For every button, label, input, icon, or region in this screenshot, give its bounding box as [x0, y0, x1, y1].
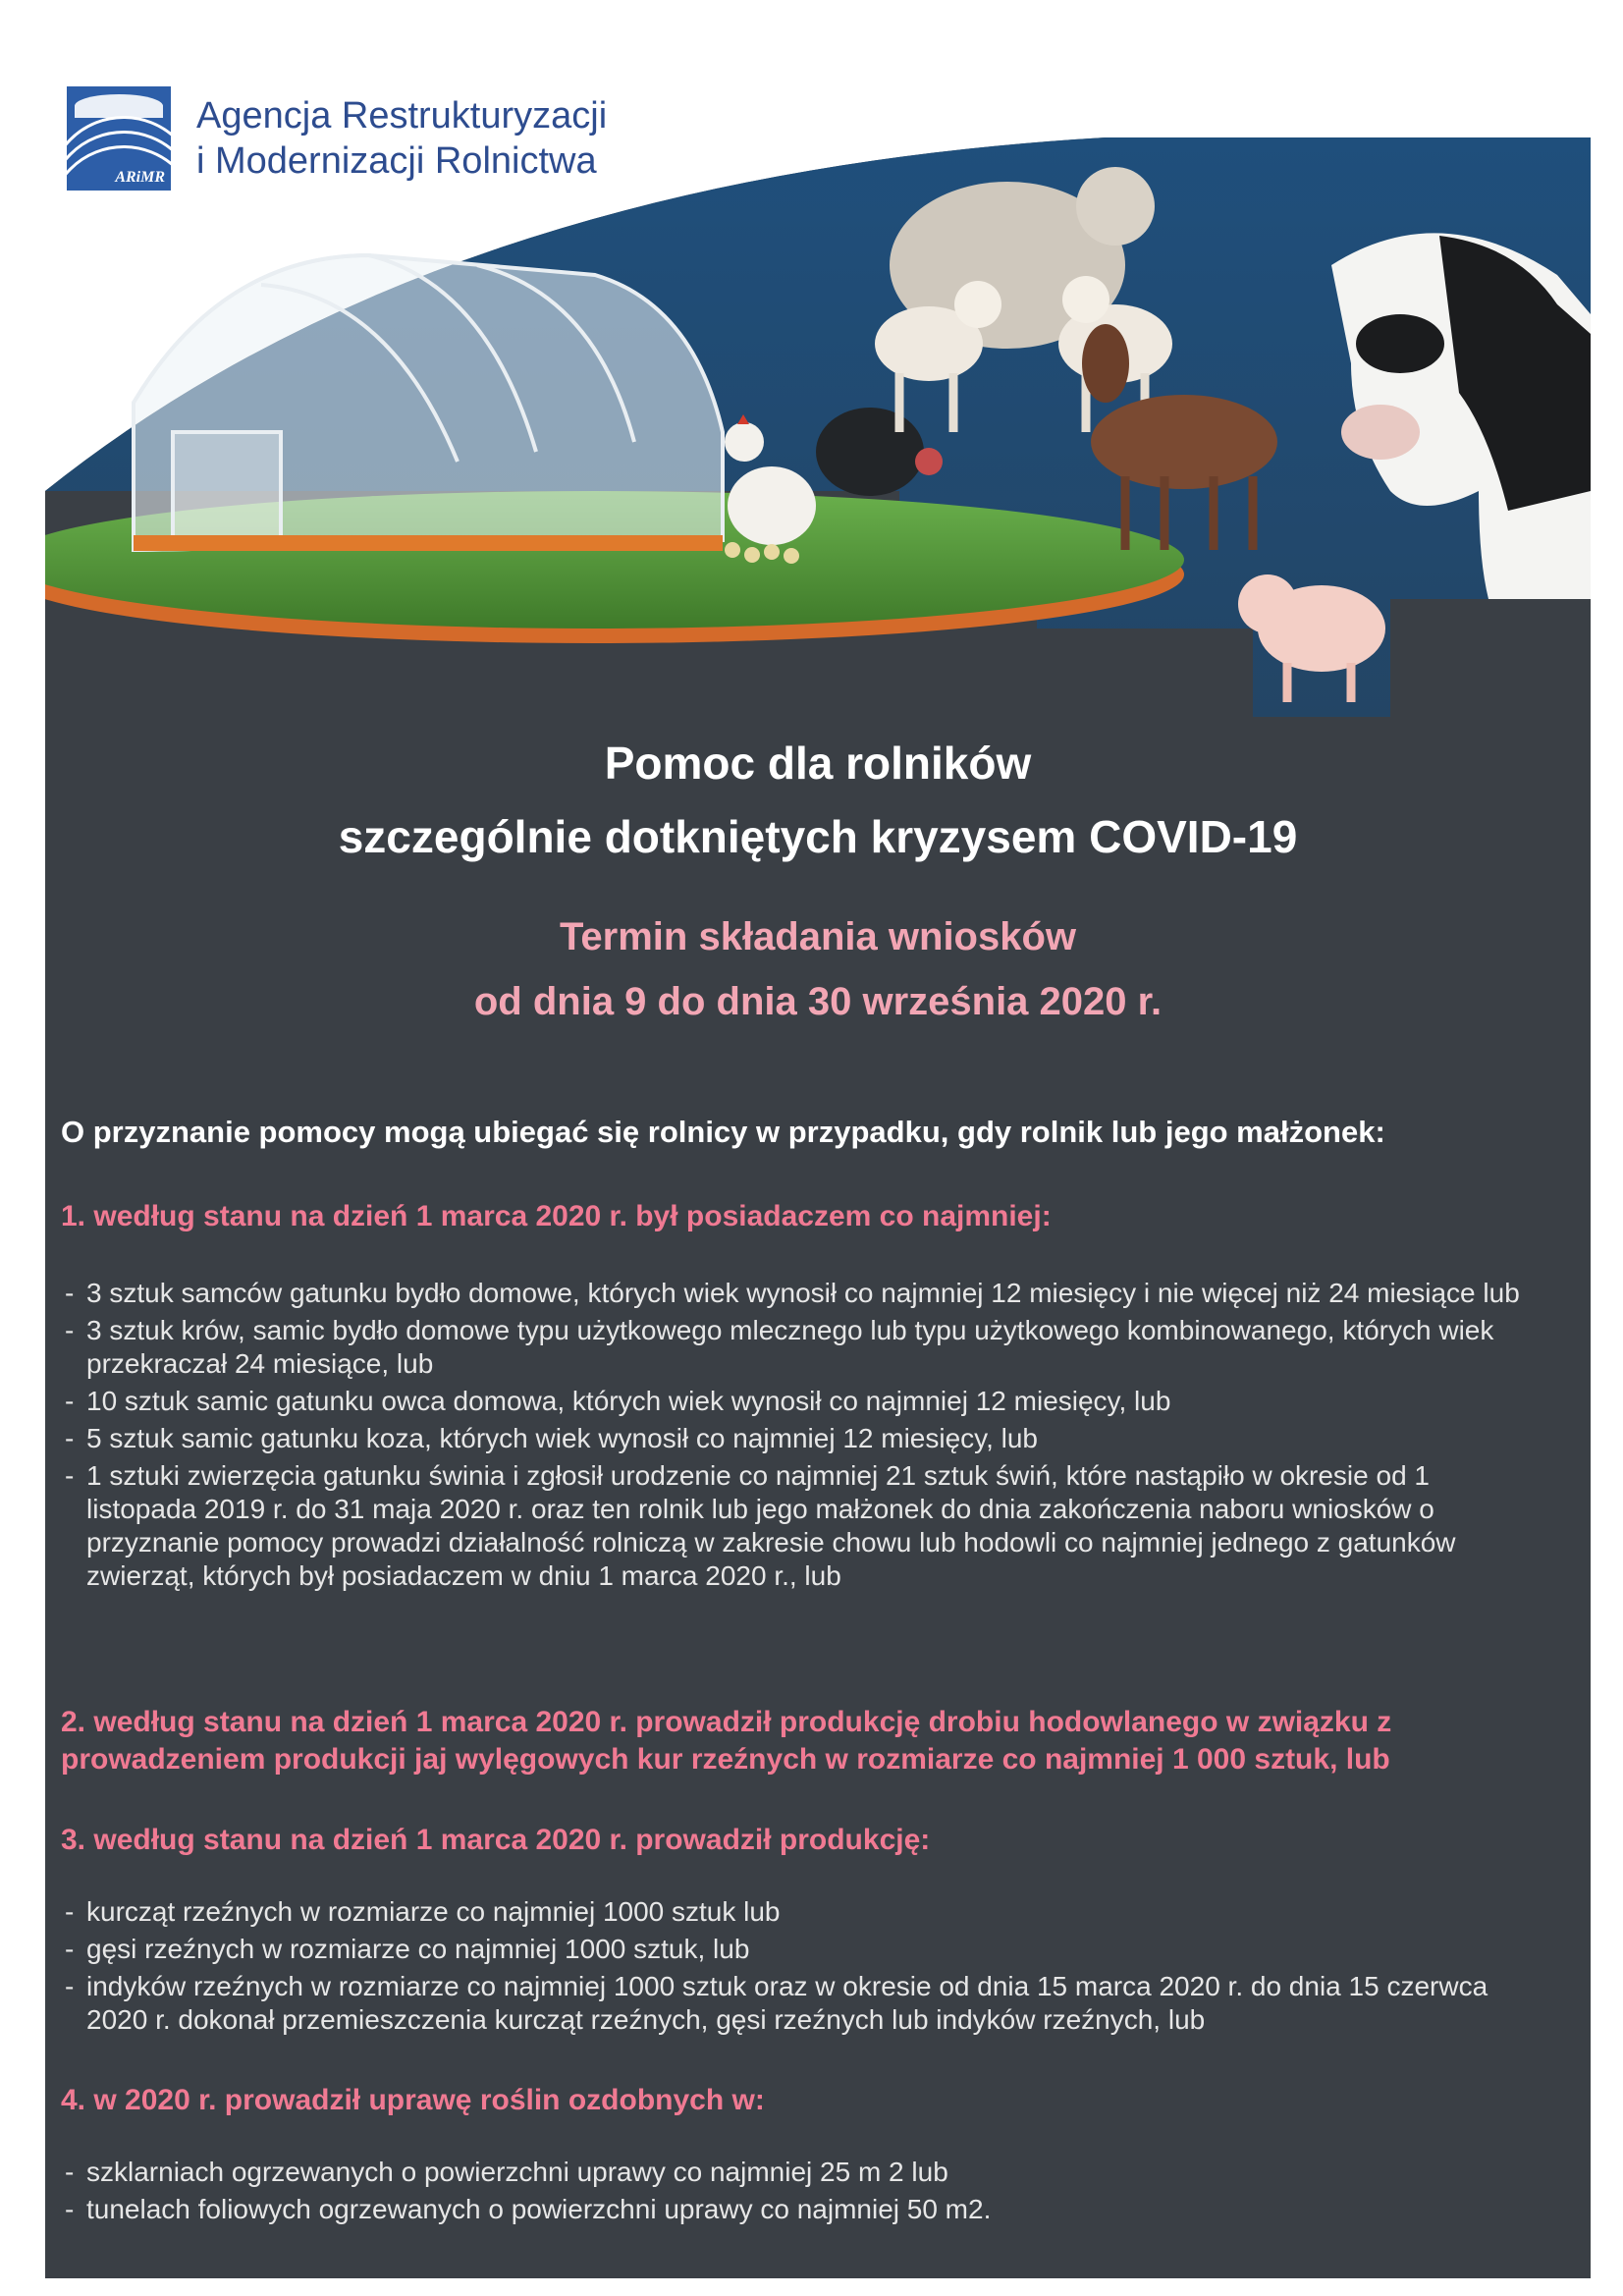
organization-name-line1: Agencja Restrukturyzacji — [196, 95, 608, 137]
intro-text: O przyznanie pomocy mogą ubiegać się rolnicy w przypadku, gdy rolnik lub jego małżonek: — [61, 1115, 1385, 1149]
list-item: - indyków rzeźnych w rozmiarze co najmniej 1000 sztuk oraz w okresie od dnia 15 marca 2020 r. do dnia 15 czerwca 2020 r. dokonał przemieszczenia kurcząt rzeźnych, gęsi rzeźnych lub indyków rzeźnych, lub — [61, 1970, 1524, 2037]
arimr-logo-icon: ARiMR — [67, 86, 171, 191]
list-item: - tunelach foliowych ogrzewanych o powierzchni uprawy co najmniej 50 m2. — [61, 2193, 1524, 2226]
page-title-line1: Pomoc dla rolników — [604, 738, 1032, 789]
organization-name-line2: i Modernizacji Rolnictwa — [196, 140, 597, 182]
section-3-heading: 3. według stanu na dzień 1 marca 2020 r. prowadził produkcję: — [61, 1824, 931, 1856]
list-item: - 1 sztuki zwierzęcia gatunku świnia i zgłosił urodzenie co najmniej 21 sztuk świń, które nastąpiło w okresie od 1 listopada 2019 r. do 31 maja 2020 r. oraz ten rolnik lub jego małżonek do dnia zakończenia naboru wniosków o przyznanie pomocy prowadzi działalność rolniczą w zakresie chowu lub hodowli co najmniej jednego z gatunków zwierząt, których był posiadaczem w dniu 1 marca 2020 r., lub — [61, 1459, 1524, 1593]
section-2-heading: 2. według stanu na dzień 1 marca 2020 r. prowadził produkcję drobiu hodowlanego w związku z prowadzeniem produkcji jaj wylęgowych kur rzeźnych w rozmiarze co najmniej 1 000 sztuk, lub — [61, 1706, 1392, 1776]
section-3-list — [61, 1895, 1524, 2041]
section-4-heading: 4. w 2020 r. prowadził uprawę roślin ozdobnych w: — [61, 2084, 765, 2116]
section-1-list — [61, 1277, 1524, 1597]
list-item: - 5 sztuk samic gatunku koza, których wiek wynosił co najmniej 12 miesięcy, lub — [61, 1422, 1524, 1455]
list-item: - 3 sztuk krów, samic bydło domowe typu użytkowego mlecznego lub typu użytkowego kombinowanego, których wiek przekraczał 24 miesiące, lub — [61, 1314, 1524, 1381]
list-item: - gęsi rzeźnych w rozmiarze co najmniej 1000 sztuk, lub — [61, 1933, 1524, 1966]
list-item: - 10 sztuk samic gatunku owca domowa, których wiek wynosił co najmniej 12 miesięcy, lub — [61, 1385, 1524, 1418]
section-1-heading: 1. według stanu na dzień 1 marca 2020 r. był posiadaczem co najmniej: — [61, 1200, 1052, 1232]
list-item: - szklarniach ogrzewanych o powierzchni uprawy co najmniej 25 m 2 lub — [61, 2156, 1524, 2189]
section-4-list — [61, 2156, 1524, 2230]
deadline-line2: od dnia 9 do dnia 30 września 2020 r. — [473, 980, 1163, 1023]
deadline-line1: Termin składania wniosków — [559, 915, 1077, 958]
page-title-line2: szczególnie dotkniętych kryzysem COVID-19 — [338, 811, 1298, 862]
list-item: - kurcząt rzeźnych w rozmiarze co najmniej 1000 sztuk lub — [61, 1895, 1524, 1929]
list-item: - 3 sztuk samców gatunku bydło domowe, których wiek wynosił co najmniej 12 miesięcy i nie więcej niż 24 miesiące lub — [61, 1277, 1524, 1310]
